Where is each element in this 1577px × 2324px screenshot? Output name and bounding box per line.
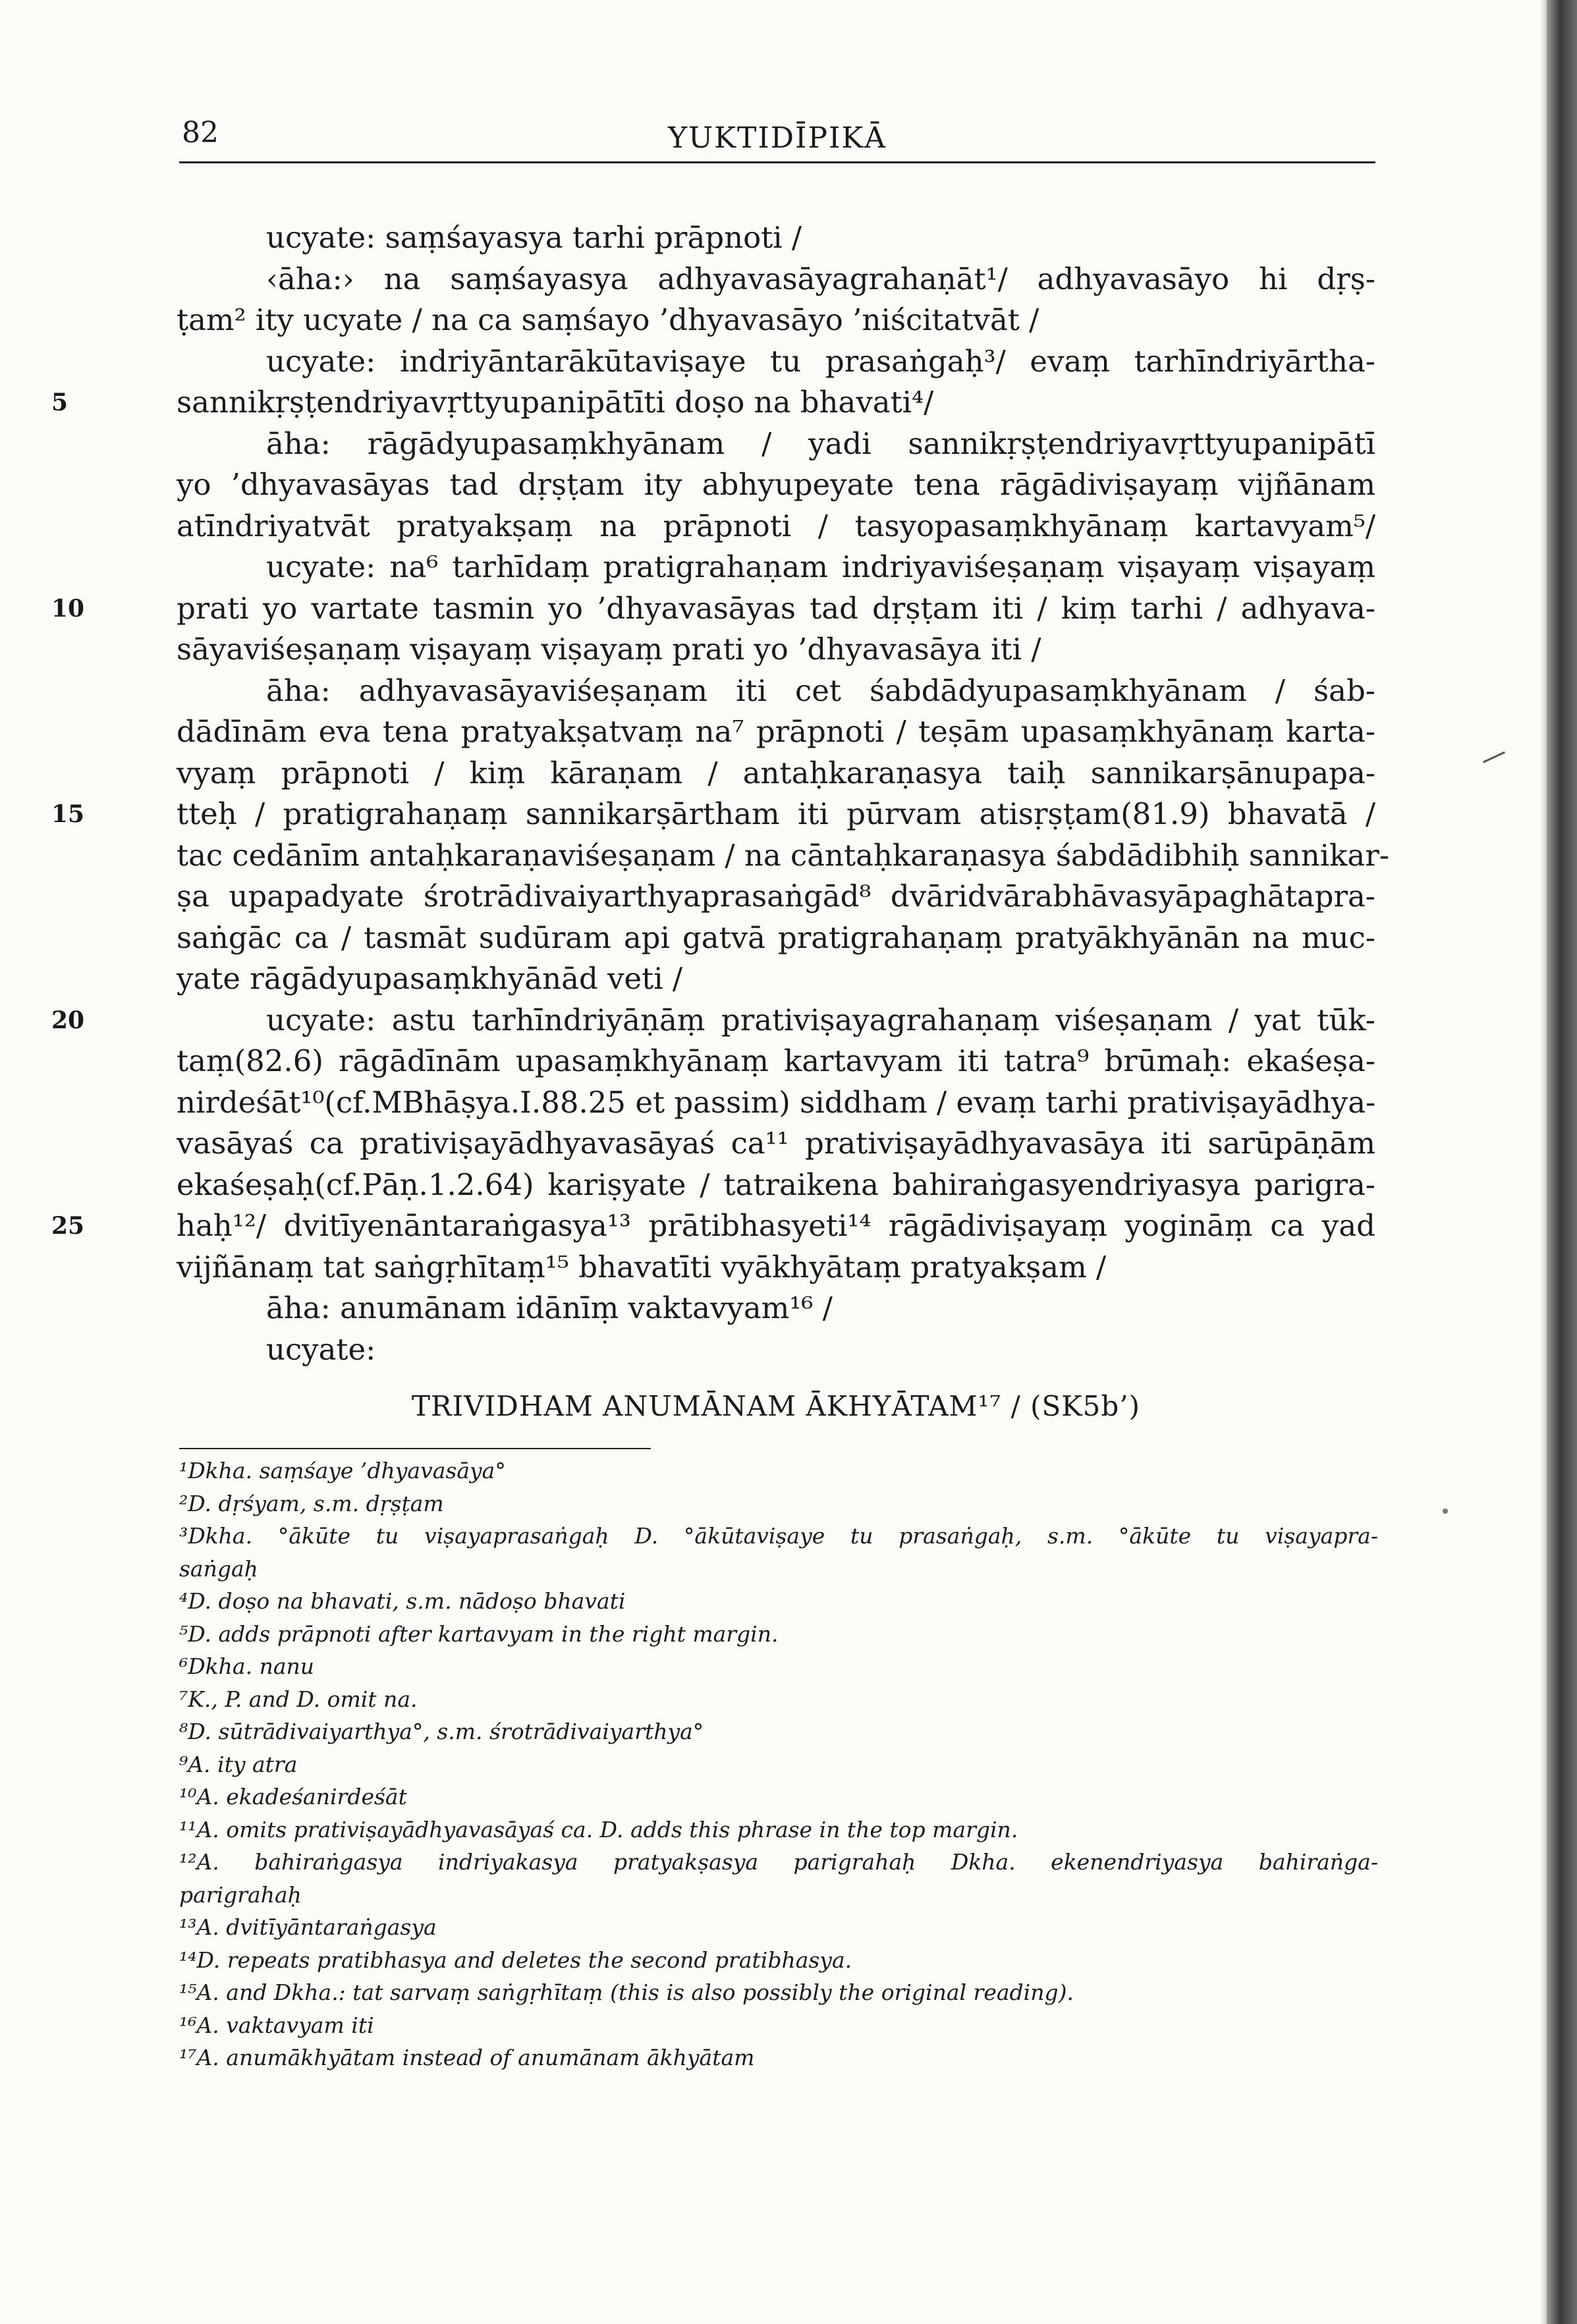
footnote: ⁴D. doṣo na bhavati, s.m. nādoṣo bhavati	[179, 1588, 626, 1614]
text-line: ṭam² ity ucyate / na ca saṃśayo ’dhyavasāyo ’niścitatvāt /	[177, 302, 1039, 337]
page-edge-shadow	[1540, 0, 1547, 2324]
text-line: ucyate: na⁶ tarhīdaṃ pratigrahaṇam indriyaviśeṣaṇaṃ viṣayaṃ viṣayaṃ	[266, 549, 1375, 584]
footnote: ¹Dkha. saṃśaye ’dhyavasāya°	[179, 1458, 506, 1483]
text-line: dādīnām eva tena pratyakṣatvaṃ na⁷ prāpnoti / teṣām upasaṃkhyānaṃ karta-	[177, 714, 1375, 749]
text-line: vasāyaś ca prativiṣayādhyavasāyaś ca¹¹ prativiṣayādhyavasāya iti sarūpāṇām	[177, 1126, 1375, 1161]
text-line: sāyaviśeṣaṇaṃ viṣayaṃ viṣayaṃ prati yo ’dhyavasāya iti /	[177, 632, 1041, 667]
footnote: saṅgaḥ	[179, 1555, 258, 1582]
text-line: yo ’dhyavasāyas tad dṛṣṭam ity abhyupeyate tena rāgādiviṣayaṃ vijñānam	[177, 467, 1375, 502]
text-line: vijñānaṃ tat saṅgṛhītaṃ¹⁵ bhavatīti vyākhyātaṃ pratyakṣam /	[177, 1249, 1107, 1285]
book-binding-edge	[1547, 0, 1577, 2324]
line-number: 25	[51, 1212, 85, 1240]
text-line: āha: anumānam idānīṃ vaktavyam¹⁶ /	[266, 1290, 833, 1325]
main-text	[51, 217, 1389, 1370]
text-line: ucyate: saṃśayasya tarhi prāpnoti /	[266, 220, 802, 255]
text-line: yate rāgādyupasaṃkhyānād veti /	[177, 961, 683, 996]
text-line: ucyate: astu tarhīndriyāṇāṃ prativiṣayagrahaṇaṃ viśeṣaṇam / yat tūk- 20	[177, 1000, 1375, 1041]
footnotes	[179, 1454, 1378, 2074]
text-line: ṣa upapadyate śrotrādivaiyarthyaprasaṅgād⁸ dvāridvārabhāvasyāpaghātapra-	[177, 879, 1375, 914]
line-number: 20	[51, 1006, 85, 1034]
footnote: ⁸D. sūtrādivaiyarthya°, s.m. śrotrādivaiyarthya°	[179, 1719, 704, 1744]
footnote: ¹¹A. omits prativiṣayādhyavasāyaś ca. D. adds this phrase in the top margin.	[179, 1816, 1018, 1842]
margin-mark	[1483, 752, 1505, 763]
text-line: vyaṃ prāpnoti / kiṃ kāraṇam / antaḥkaraṇasya taiḥ sannikarṣānupapa-	[177, 755, 1375, 790]
footnote: ⁵D. adds prāpnoti after kartavyam in the right margin.	[179, 1620, 779, 1647]
margin-dot	[1443, 1508, 1448, 1514]
text-line: tac cedānīm antaḥkaraṇaviśeṣaṇam / na cāntaḥkaraṇasya śabdādibhiḥ sannikar-	[177, 837, 1389, 873]
footnote: ⁹A. ity atra	[179, 1751, 298, 1777]
text-line: nirdeśāt¹⁰(cf.MBhāṣya.I.88.25 et passim) siddham / evaṃ tarhi prativiṣayādhya-	[177, 1084, 1376, 1120]
section-heading: TRIVIDHAM ANUMĀNAM ĀKHYĀTAM¹⁷ / (SK5b’)	[412, 1390, 1140, 1422]
text-line: āha: rāgādyupasaṃkhyānam / yadi sannikṛṣṭendriyavṛttyupanipātī	[266, 426, 1375, 461]
footnote: ³Dkha. °ākūte tu viṣayaprasaṅgaḥ D. °ākūtaviṣaye tu prasaṅgaḥ, s.m. °ākūte tu viṣayapra-	[179, 1523, 1378, 1549]
text-line: atīndriyatvāt pratyakṣaṃ na prāpnoti / tasyopasaṃkhyānaṃ kartavyam⁵/	[177, 508, 1375, 543]
text-line: ekaśeṣaḥ(cf.Pāṇ.1.2.64) kariṣyate / tatraikena bahiraṅgasyendriyasya parigra-	[177, 1167, 1375, 1202]
page-number: 82	[182, 116, 219, 150]
footnote: ¹⁶A. vaktavyam iti	[179, 2012, 374, 2038]
line-number: 5	[51, 389, 69, 416]
text-line: taṃ(82.6) rāgādīnām upasaṃkhyānaṃ kartavyam iti tatra⁹ brūmaḥ: ekaśeṣa-	[177, 1043, 1375, 1078]
footnote: ¹⁷A. anumākhyātam instead of anumānam ākhyātam	[179, 2045, 755, 2070]
footnote: parigrahaḥ	[179, 1881, 302, 1908]
text-line: ucyate: indriyāntarākūtaviṣaye tu prasaṅgaḥ³/ evaṃ tarhīndriyārtha-	[266, 343, 1375, 379]
text-line: prati yo vartate tasmin yo ’dhyavasāyas tad dṛṣṭam iti / kiṃ tarhi / adhyava- 10	[177, 588, 1375, 630]
line-number: 10	[51, 594, 85, 622]
text-line: āha: adhyavasāyaviśeṣaṇam iti cet śabdādyupasaṃkhyānam / śab-	[266, 673, 1375, 708]
header-rule	[179, 161, 1375, 163]
footnote-rule	[179, 1448, 651, 1449]
page-header	[179, 116, 1375, 163]
footnote: ¹³A. dvitīyāntaraṅgasya	[179, 1914, 437, 1940]
footnote: ¹⁵A. and Dkha.: tat sarvaṃ saṅgṛhītaṃ (this is also possibly the original reading).	[179, 1979, 1074, 2005]
text-line: ucyate:	[266, 1331, 376, 1367]
footnote: ⁷K., P. and D. omit na.	[179, 1686, 418, 1712]
line-number: 15	[51, 800, 85, 828]
text-line: tteḥ / pratigrahaṇaṃ sannikarṣārtham iti pūrvam atisṛṣṭam(81.9) bhavatā / 15	[177, 794, 1375, 835]
footnote: ¹²A. bahiraṅgasya indriyakasya pratyakṣasya parigrahaḥ Dkha. ekenendriyasya bahiraṅga-	[179, 1849, 1378, 1875]
footnote: ⁶Dkha. nanu	[179, 1653, 315, 1679]
text-line: haḥ¹²/ dvitīyenāntaraṅgasya¹³ prātibhasyeti¹⁴ rāgādiviṣayaṃ yogināṃ ca yad 25	[177, 1205, 1375, 1247]
text-line: sannikṛṣṭendriyavṛttyupanipātīti doṣo na bhavati⁴/ 5	[177, 382, 1375, 424]
footnote: ²D. dṛśyam, s.m. dṛṣṭam	[179, 1490, 444, 1516]
running-title: YUKTIDĪPIKĀ	[667, 121, 887, 155]
footnote: ¹⁴D. repeats pratibhasya and deletes the second pratibhasya.	[179, 1947, 852, 1973]
text-line: saṅgāc ca / tasmāt sudūram api gatvā pratigrahaṇaṃ pratyākhyānān na muc-	[177, 920, 1375, 955]
footnote: ¹⁰A. ekadeśanirdeśāt	[179, 1784, 407, 1810]
text-line: ‹āha:› na saṃśayasya adhyavasāyagrahaṇāt¹/ adhyavasāyo hi dṛṣ-	[266, 261, 1375, 296]
